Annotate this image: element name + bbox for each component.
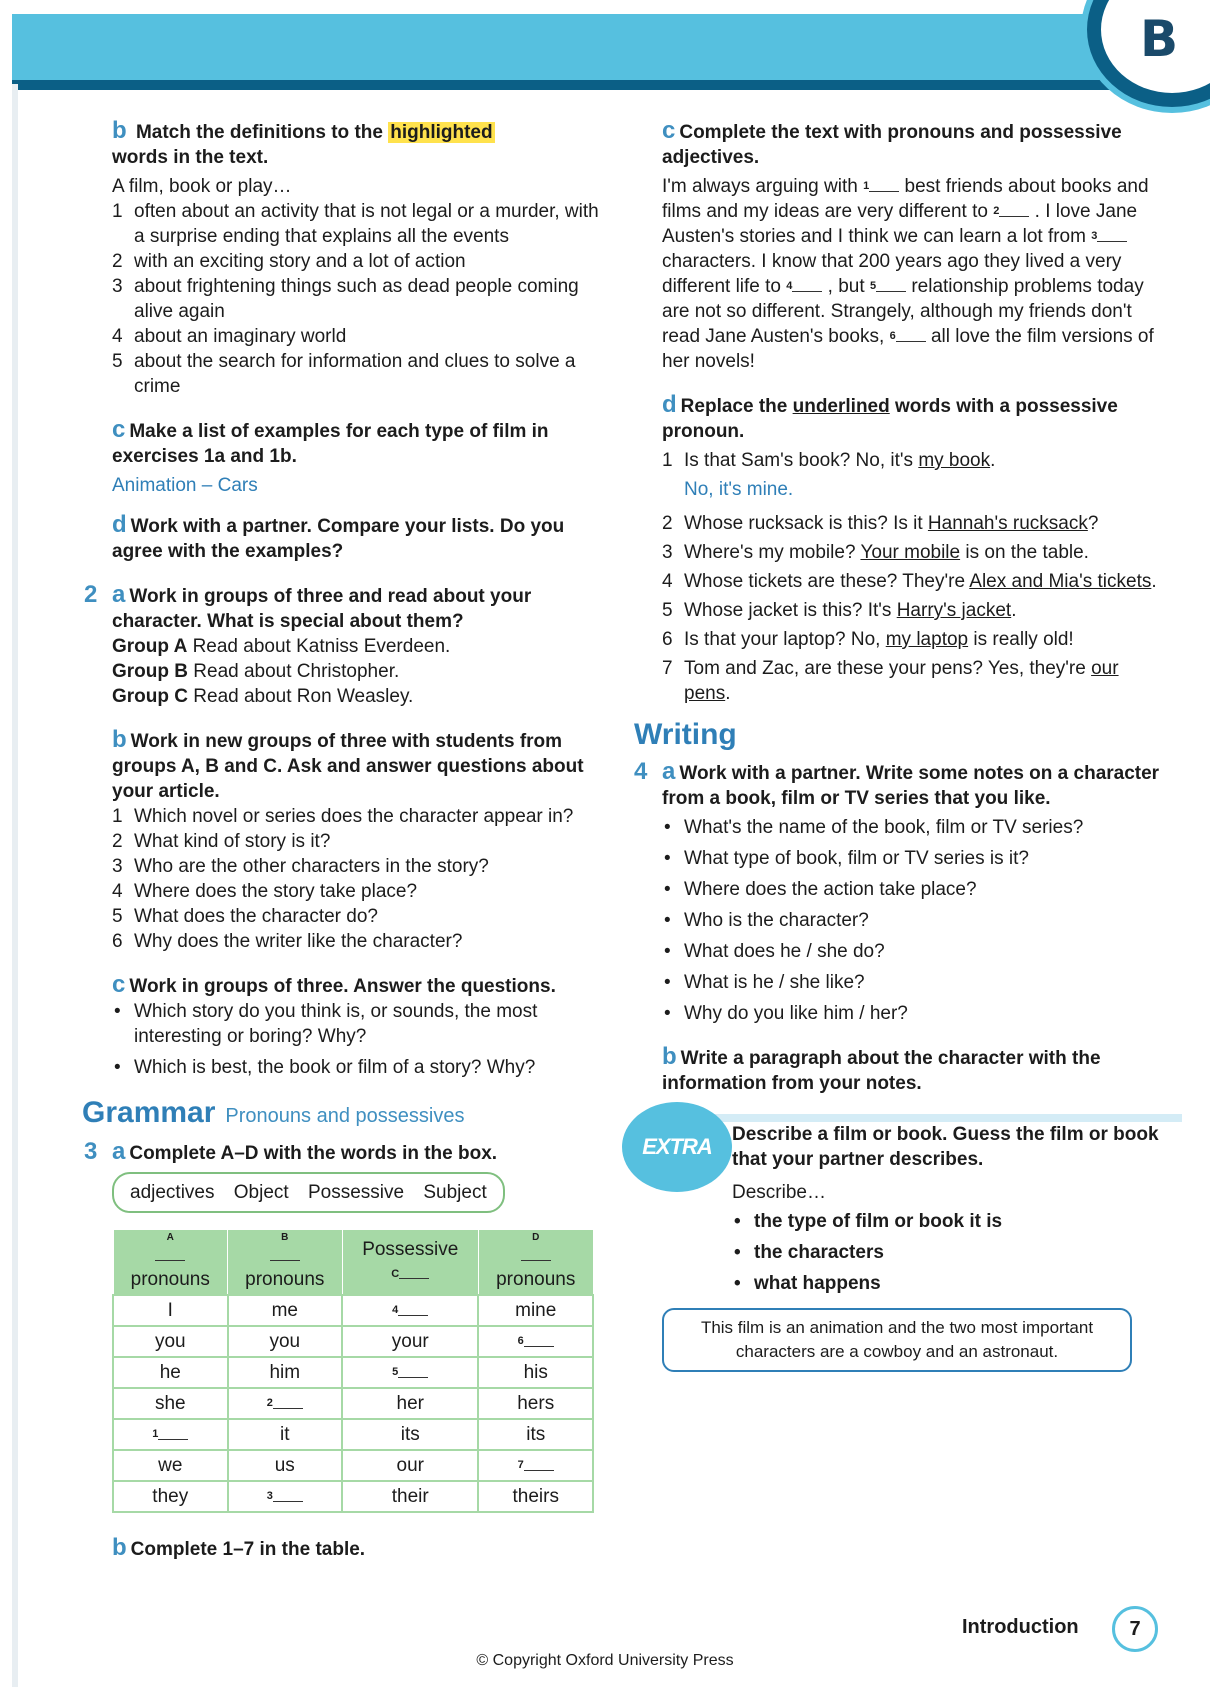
exercise-4a: 4 a Work with a partner. Write some notes on a character from a book, film or TV series that you like. • What's the name of the book, film or TV series? • What type of book, film or TV series is it? • Where does the action take place? • Who is the character? • What does he / she do? • What is he / she like? • Why do you like him / her? bbox=[662, 759, 1162, 1026]
list-item: 4 Where does the story take place? bbox=[112, 881, 418, 902]
definition-list bbox=[112, 199, 612, 399]
word-box-item: Object bbox=[233, 1182, 289, 1203]
grammar-heading bbox=[82, 1096, 612, 1129]
gap-fill-text: I'm always arguing with $^1$ best friends about books and films and my ideas are very different to $^2$ . I love Jane Austen's stories and I think we can learn a lot from $^3$ characters. I know that 200 years ago they lived a very different life to $^4$ , but $^5$ relationship problems today are not so different. Strangely, although my friends don't read Jane Austen's books, $^6$ all love the film versions of her novels! bbox=[662, 176, 1154, 372]
word-box-item: Possessive bbox=[307, 1182, 405, 1203]
table-gap-cell: 7 bbox=[478, 1450, 593, 1481]
extra-badge: EXTRA bbox=[622, 1102, 732, 1192]
extra-band bbox=[662, 1114, 1182, 1122]
section-title: Grammar bbox=[82, 1096, 216, 1129]
table-row: I me $^4$ mine bbox=[113, 1295, 593, 1326]
copyright: © Copyright Oxford University Press bbox=[476, 1652, 734, 1669]
list-item: 4 about an imaginary world bbox=[112, 326, 347, 347]
list-item: • Why do you like him / her? bbox=[662, 1001, 1162, 1026]
exercise-1d: d Work with a partner. Compare your lists. Do you agree with the examples? bbox=[112, 511, 565, 562]
table-gap-cell: 2 bbox=[228, 1388, 343, 1419]
exercise-1c: c Make a list of examples for each type of film in exercises 1a and 1b. Animation – Cars bbox=[112, 417, 612, 498]
page-number: 7 bbox=[1112, 1606, 1158, 1652]
bullet-list bbox=[112, 999, 612, 1080]
example-answer: Animation – Cars bbox=[112, 475, 258, 496]
table-header: B pronouns bbox=[228, 1230, 343, 1296]
table-row: she $^2$ her hers bbox=[113, 1388, 593, 1419]
bullet-list bbox=[732, 1209, 1162, 1296]
table-header: D pronouns bbox=[478, 1230, 593, 1296]
top-banner bbox=[12, 14, 1210, 84]
table-gap-cell: 5 bbox=[342, 1357, 478, 1388]
list-item: 3 Where's my mobile? Your mobile is on the table. bbox=[662, 542, 1089, 563]
table-row: he him $^5$ his bbox=[113, 1357, 593, 1388]
group-line: Group B Read about Christopher. bbox=[112, 661, 400, 682]
exercise-3b: b Complete 1–7 in the table. bbox=[112, 1534, 366, 1561]
list-item: 5 Whose jacket is this? It's Harry's jacket. bbox=[662, 600, 1017, 621]
exercise-intro: A film, book or play… bbox=[112, 176, 292, 197]
table-row: we us our $^7$ bbox=[113, 1450, 593, 1481]
list-item: 3 Who are the other characters in the story? bbox=[112, 856, 489, 877]
exercise-2c: c Work in groups of three. Answer the questions. • Which story do you think is, or sounds, the most interesting or boring? Why? • Which is best, the book or film of a story? Why? bbox=[112, 972, 612, 1080]
list-item: 6 Why does the writer like the character? bbox=[112, 931, 463, 952]
table-gap-cell: 1 bbox=[113, 1419, 228, 1450]
right-column bbox=[634, 117, 1162, 1372]
exercise-letter: b bbox=[112, 117, 127, 144]
writing-heading bbox=[634, 718, 1162, 751]
table-gap-cell: 6 bbox=[478, 1326, 593, 1357]
left-column bbox=[82, 117, 612, 1572]
word-box-item: Subject bbox=[423, 1182, 487, 1203]
group-line: Group C Read about Ron Weasley. bbox=[112, 686, 414, 707]
pronoun-table bbox=[112, 1229, 594, 1513]
list-item: • Where does the action take place? bbox=[662, 877, 1162, 902]
list-item: • What is he / she like? bbox=[662, 970, 1162, 995]
list-item: • Who is the character? bbox=[662, 908, 1162, 933]
list-item: 5 What does the character do? bbox=[112, 906, 378, 927]
extra-activity: EXTRA Describe a film or book. Guess the film or book that your partner describes. Describe… • the type of film or book it is • the characters • what happens This film is an animation and the two most important characters are a cowboy and an astronaut. bbox=[662, 1110, 1162, 1372]
exercise-3a: 3 a Complete A–D with the words in the box. adjectives Object Possessive Subject A pronouns B pronouns Possessive $^C$ D pronouns I me $^4$ mine you you your $^6$ he him $^5$ his she $^2$ her hers $^1$ it its its we us our $^7$ they $^3$ their theirs bbox=[112, 1139, 612, 1513]
list-item: 2 What kind of story is it? bbox=[112, 831, 331, 852]
list-item: 1 Is that Sam's book? No, it's my book. No, it's mine. bbox=[662, 450, 996, 500]
table-gap-cell: 3 bbox=[228, 1481, 343, 1512]
list-item: 1 often about an activity that is not legal or a murder, with a surprise ending that explains all the events bbox=[112, 201, 599, 247]
list-item: 4 Whose tickets are these? They're Alex and Mia's tickets. bbox=[662, 571, 1157, 592]
list-item: • Which story do you think is, or sounds, the most interesting or boring? Why? bbox=[112, 999, 612, 1049]
list-item: 2 with an exciting story and a lot of action bbox=[112, 251, 466, 272]
table-row: $^1$ it its its bbox=[113, 1419, 593, 1450]
exercise-3c: c Complete the text with pronouns and possessive adjectives. I'm always arguing with $^1$ best friends about books and films and my ideas are very different to $^2$ . I love Jane Austen's stories and I think we can learn a lot from $^3$ characters. I know that 200 years ago they lived a very different life to $^4$ , but $^5$ relationship problems today are not so different. Strangely, although my friends don't read Jane Austen's books, $^6$ all love the film versions of her novels! bbox=[662, 118, 1162, 374]
section-subtitle: Pronouns and possessives bbox=[225, 1105, 465, 1127]
word-box-item: adjectives bbox=[130, 1182, 215, 1203]
list-item: 6 Is that your laptop? No, my laptop is really old! bbox=[662, 629, 1074, 650]
table-header: A pronouns bbox=[113, 1230, 228, 1296]
exercise-2a: 2 a Work in groups of three and read about your character. What is special about them? Group A Read about Katniss Everdeen. Group B Read about Christopher. Group C Read about Ron Weasley. bbox=[112, 582, 612, 709]
list-item: • What's the name of the book, film or TV series? bbox=[662, 815, 1162, 840]
list-item: • the characters bbox=[732, 1240, 1162, 1265]
left-margin-rule bbox=[12, 84, 18, 1687]
table-header-row bbox=[113, 1230, 593, 1296]
exercise-2b: b Work in new groups of three with students from groups A, B and C. Ask and answer questions about your article. 1 Which novel or series does the character appear in? 2 What kind of story is it? 3 Who are the other characters in the story? 4 Where does the story take place? 5 What does the character do? 6 Why does the writer like the character? bbox=[112, 727, 612, 954]
exercise-4b: b Write a paragraph about the character with the information from your notes. bbox=[662, 1043, 1101, 1094]
table-header: Possessive $^C$ bbox=[342, 1230, 478, 1296]
table-row: you you your $^6$ bbox=[113, 1326, 593, 1357]
list-item: • what happens bbox=[732, 1271, 1162, 1296]
footer-section-label: Introduction bbox=[962, 1616, 1079, 1638]
top-banner-edge bbox=[12, 80, 1210, 90]
list-item: 5 about the search for information and clues to solve a crime bbox=[112, 351, 576, 397]
list-item: 3 about frightening things such as dead people coming alive again bbox=[112, 276, 579, 322]
list-item: 7 Tom and Zac, are these your pens? Yes, they're our pens. bbox=[662, 658, 1119, 704]
section-title: Writing bbox=[634, 718, 737, 751]
list-item: 2 Whose rucksack is this? Is it Hannah's rucksack? bbox=[662, 513, 1099, 534]
bullet-list bbox=[662, 815, 1162, 1026]
table-row: they $^3$ their theirs bbox=[113, 1481, 593, 1512]
word-box bbox=[112, 1172, 505, 1213]
list-item: • Which is best, the book or film of a story? Why? bbox=[112, 1055, 612, 1080]
unit-badge-letter: B bbox=[1140, 10, 1179, 68]
exercise-3d: d Replace the underlined words with a possessive pronoun. 1 Is that Sam's book? No, it's my book. No, it's mine. 2 Whose rucksack is this? Is it Hannah's rucksack? 3 Where's my mobile? Your mobile is on the table. 4 Whose tickets are these? They're Alex and Mia's tickets. 5 Whose jacket is this? It's Harry's jacket. 6 Is that your laptop? No, my laptop is really old! 7 Tom and Zac, are these your pens? Yes, they're our pens. bbox=[662, 392, 1162, 706]
list-item: • the type of film or book it is bbox=[732, 1209, 1162, 1234]
highlighted-word: highlighted bbox=[390, 122, 493, 143]
replace-list bbox=[662, 448, 1162, 706]
speech-bubble: This film is an animation and the two most important characters are a cowboy and an astronaut. bbox=[662, 1308, 1132, 1372]
list-item: 1 Which novel or series does the character appear in? bbox=[112, 806, 574, 827]
table-gap-cell: 4 bbox=[342, 1295, 478, 1326]
example-answer: No, it's mine. bbox=[684, 479, 794, 500]
list-item: • What does he / she do? bbox=[662, 939, 1162, 964]
question-list bbox=[112, 804, 612, 954]
exercise-1b: b Match the definitions to the highlighted words in the text. A film, book or play… 1 often about an activity that is not legal or a murder, with a surprise ending that explains all the events 2 with an exciting story and a lot of action 3 about frightening things such as dead people coming alive again 4 about an imaginary world 5 about the search for information and clues to solve a crime bbox=[112, 118, 612, 399]
group-line: Group A Read about Katniss Everdeen. bbox=[112, 636, 451, 657]
list-item: • What type of book, film or TV series is it? bbox=[662, 846, 1162, 871]
